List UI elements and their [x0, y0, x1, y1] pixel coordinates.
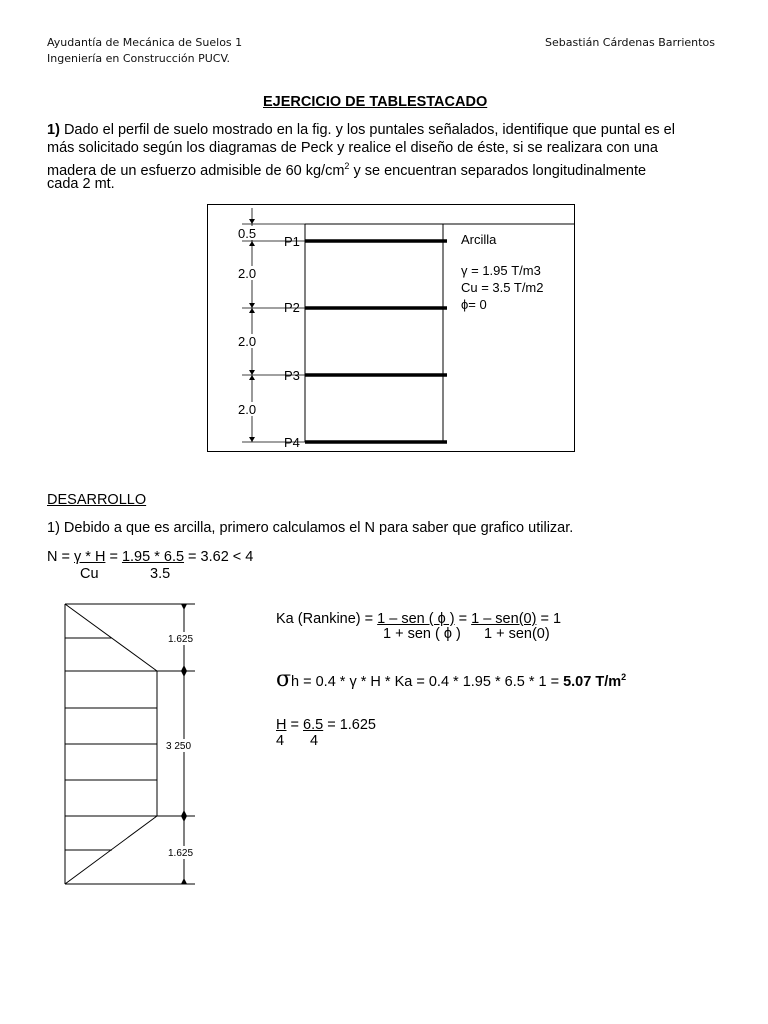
- ka-prefix: Ka (Rankine) =: [276, 611, 378, 627]
- ka-num1: 1 – sen ( ϕ ): [377, 611, 455, 627]
- desarrollo-heading: DESARROLLO: [47, 492, 147, 508]
- n-den1: Cu: [80, 566, 99, 582]
- dim-2-0-a: 2.0: [238, 266, 257, 281]
- problem-line-3: [47, 157, 646, 180]
- problem-number: 1): [47, 122, 60, 138]
- label-p3: P3: [284, 368, 300, 383]
- label-p4: P4: [284, 435, 300, 450]
- soil-cu: Cu = 3.5 T/m2: [461, 280, 544, 295]
- diagram-outline-inner: [65, 604, 157, 816]
- label-p2: P2: [284, 300, 300, 315]
- n-equation: [47, 548, 253, 566]
- n-num2: 1.95 * 6.5: [121, 549, 185, 565]
- problem-text-3: madera de un esfuerzo admisible de 60 kg/cm: [47, 162, 345, 179]
- ka-eq1: =: [454, 611, 472, 627]
- label-p1: P1: [284, 234, 300, 249]
- soil-gamma: γ = 1.95 T/m3: [461, 263, 541, 278]
- sigma-sup: 2: [621, 672, 627, 682]
- n-prefix: N =: [47, 549, 74, 565]
- dim-0-5: 0.5: [238, 226, 257, 241]
- sigma-body: h = 0.4 * γ * H * Ka = 0.4 * 1.95 * 6.5 * 1 =: [291, 673, 564, 690]
- dim-2-0-c: 2.0: [238, 402, 257, 417]
- dim-3250: 3 250: [166, 741, 192, 752]
- problem-text-1: Dado el perfil de suelo mostrado en la fig. y los puntales señalados, identifique que puntal es el: [63, 122, 675, 138]
- problem-text-4: y se encuentran separados longitudinalmente: [353, 162, 647, 179]
- ka-den2: 1 + sen(0): [484, 626, 550, 642]
- n-result: = 3.62 < 4: [184, 549, 254, 565]
- h4-den2: 4: [310, 733, 319, 749]
- problem-line-2: más solicitado según los diagramas de Peck y realice el diseño de éste, si se realizara con una: [47, 140, 658, 156]
- superscript-2: 2: [344, 161, 350, 171]
- dim-1625-top: 1.625: [168, 634, 194, 645]
- h4-result: = 1.625: [323, 717, 376, 733]
- n-den2: 3.5: [150, 566, 171, 582]
- dim-2-0-b: 2.0: [238, 334, 257, 349]
- sigma-symbol: σ: [276, 666, 292, 692]
- n-num1: γ * H: [74, 549, 106, 565]
- h4-equation: [276, 716, 376, 734]
- soil-phi: ϕ= 0: [461, 297, 487, 312]
- peck-diagram: [60, 596, 230, 892]
- course-header: Ayudantía de Mecánica de Suelos 1: [47, 36, 243, 49]
- page-title: EJERCICIO DE TABLESTACADO: [263, 94, 488, 110]
- sigma-result: 5.07 T/m: [563, 673, 622, 690]
- h4-eq1: =: [286, 717, 304, 733]
- problem-line-1: [47, 121, 675, 139]
- n-eq1: =: [105, 549, 122, 565]
- h4-num2: 6.5: [303, 717, 324, 733]
- problem-line-5: cada 2 mt.: [47, 176, 115, 192]
- program-header: Ingeniería en Construcción PUCV.: [47, 52, 231, 65]
- ka-result: = 1: [536, 611, 562, 627]
- soil-name: Arcilla: [461, 232, 497, 247]
- dim-1625-bottom: 1.625: [168, 848, 194, 859]
- ka-den1: 1 + sen ( ϕ ): [383, 626, 461, 642]
- author-header: Sebastián Cárdenas Barrientos: [545, 36, 715, 49]
- h4-den1: 4: [276, 733, 285, 749]
- ka-num2: 1 – sen(0): [471, 611, 537, 627]
- step-1-text: 1) Debido a que es arcilla, primero calculamos el N para saber que grafico utilizar.: [47, 520, 574, 536]
- h4-num1: H: [276, 717, 287, 733]
- sigma-equation: [276, 668, 626, 691]
- soil-profile-figure: [207, 204, 575, 452]
